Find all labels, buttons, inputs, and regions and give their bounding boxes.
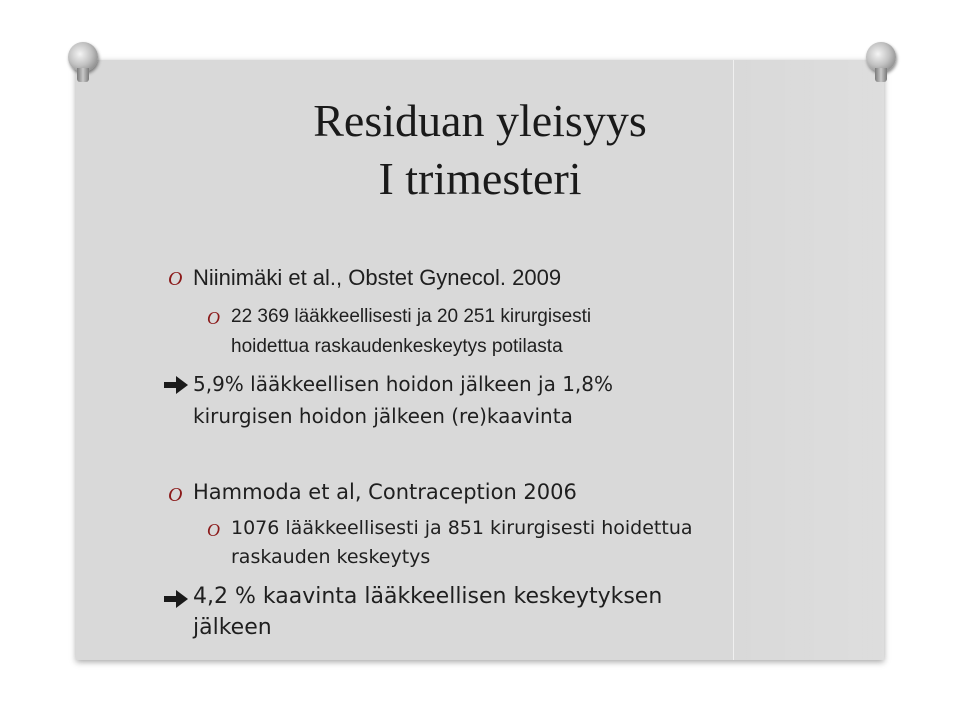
section1-result-line-1: 5,9% lääkkeellisen hoidon jälkeen ja 1,8%	[193, 372, 614, 396]
bullet-marker-icon: O	[207, 308, 220, 328]
title-line-2: I trimesteri	[378, 153, 582, 204]
section2-result-line-2: jälkeen	[193, 615, 272, 640]
right-arrow-icon	[163, 588, 189, 610]
section1-result-line-2: kirurgisen hoidon jälkeen (re)kaavinta	[193, 404, 573, 428]
pushpin-icon	[866, 42, 896, 72]
pushpin-icon	[68, 42, 98, 72]
bullet-marker-icon: O	[168, 484, 183, 506]
section2-sub-line-1: 1076 lääkkeellisesti ja 851 kirurgisesti hoidettua	[231, 517, 693, 539]
section1-heading: Niinimäki et al., Obstet Gynecol. 2009	[193, 265, 562, 290]
bullet-marker-icon: O	[168, 268, 183, 290]
section1-sub-line-2: hoidettua raskaudenkeskeytys potilasta	[231, 336, 563, 357]
right-arrow-icon	[163, 374, 189, 396]
section2-result-line-1: 4,2 % kaavinta lääkkeellisen keskeytyksen	[193, 584, 663, 609]
title-line-1: Residuan yleisyys	[313, 95, 647, 146]
section2-heading: Hammoda et al, Contraception 2006	[193, 480, 577, 504]
section1-sub-line-1: 22 369 lääkkeellisesti ja 20 251 kirurgisesti	[231, 306, 592, 327]
slide-title	[100, 92, 860, 208]
bullet-marker-icon: O	[207, 520, 220, 540]
section2-sub-line-2: raskauden keskeytys	[231, 546, 431, 568]
